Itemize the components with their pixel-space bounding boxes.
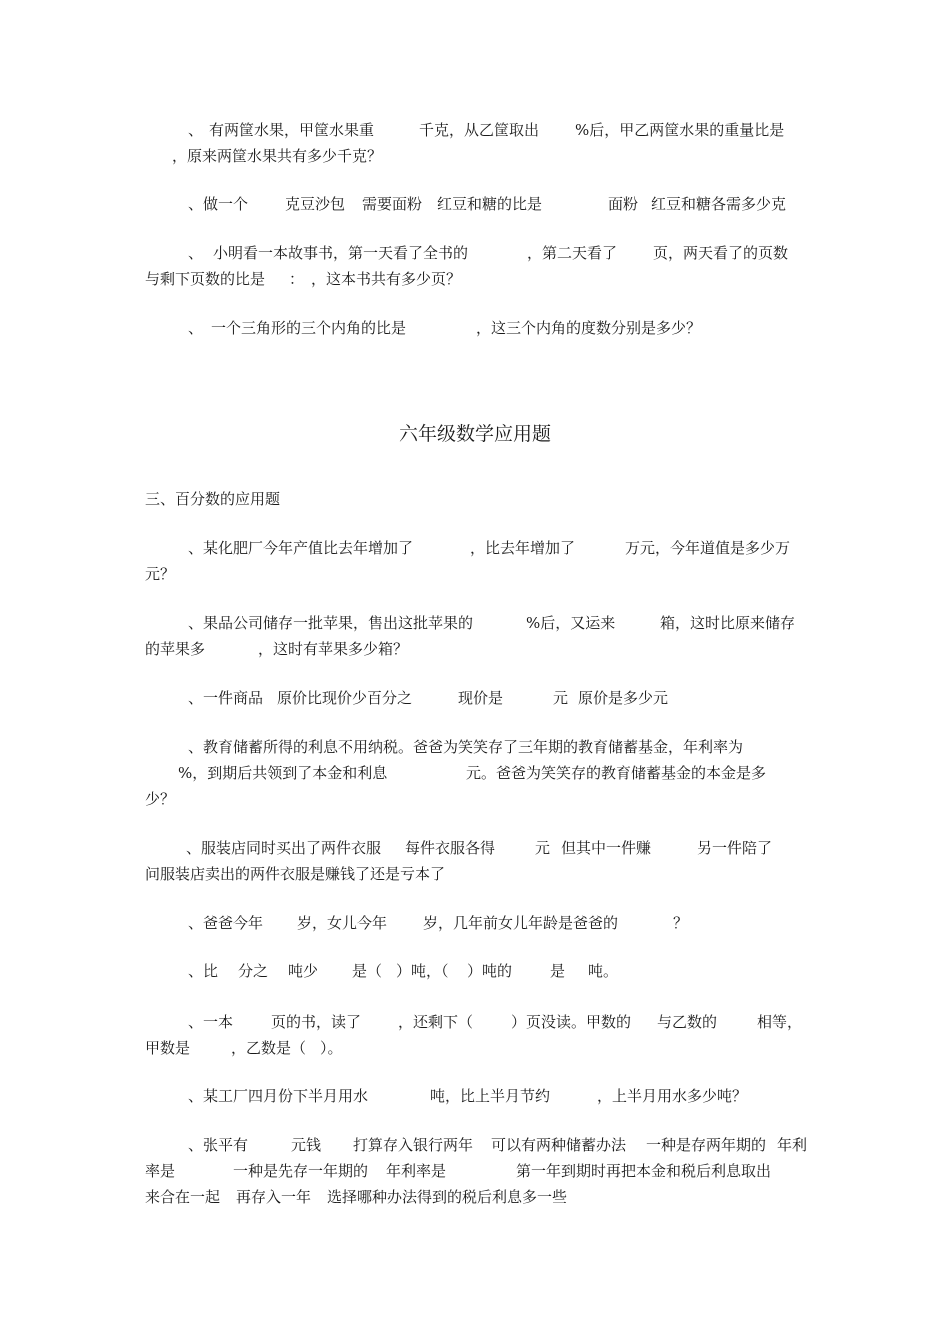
text-segment: ，原来两筐水果共有多少千克？: [172, 147, 383, 165]
problem-line: [0, 1011, 950, 1033]
text-segment: ：: [289, 270, 305, 288]
text-segment: 年利: [777, 1136, 808, 1154]
text-segment: 与乙数的: [657, 1013, 718, 1031]
text-segment: %后，又运来: [526, 614, 616, 632]
text-segment: 红豆和糖各需多少克: [651, 195, 787, 213]
text-segment: 问服装店卖出的两件衣服是赚钱了还是亏本了: [145, 865, 446, 883]
text-segment: 、果品公司储存一批苹果，售出这批苹果的: [188, 614, 474, 632]
text-segment: ）页没读。甲数的: [511, 1013, 632, 1031]
problem-line: [0, 638, 950, 660]
text-segment: 第一年到期时再把本金和税后利息取出: [516, 1162, 772, 1180]
text-segment: 需要面粉: [362, 195, 423, 213]
problem-line: [0, 119, 950, 141]
problem-line: [0, 1160, 950, 1182]
text-segment: %后，甲乙两筐水果的重量比是: [575, 121, 785, 139]
text-segment: 的苹果多: [145, 640, 206, 658]
text-segment: 元？: [145, 565, 176, 583]
text-segment: 元钱: [291, 1136, 322, 1154]
text-segment: ）吨的: [467, 962, 513, 980]
text-segment: ，这时有苹果多少箱？: [258, 640, 409, 658]
text-segment: 是: [550, 962, 566, 980]
text-segment: 可以有两种储蓄办法: [491, 1136, 627, 1154]
text-segment: 一个三角形的三个内角的比是: [211, 319, 407, 337]
text-segment: ，这本书共有多少页？: [311, 270, 462, 288]
text-segment: 原价是多少元: [578, 689, 669, 707]
problem-line: [0, 193, 950, 215]
problem-line: [0, 1134, 950, 1156]
problem-line: [0, 736, 950, 758]
text-segment: 岁，女儿今年: [297, 914, 388, 932]
text-segment: 、教育储蓄所得的利息不用纳税。爸爸为笑笑存了三年期的教育储蓄基金，年利率为: [188, 738, 744, 756]
text-segment: 少？: [145, 790, 176, 808]
text-segment: 、某化肥厂今年产值比去年增加了: [188, 539, 414, 557]
text-segment: ，还剩下（: [398, 1013, 474, 1031]
text-segment: 、一本: [188, 1013, 234, 1031]
text-segment: 、张平有: [188, 1136, 249, 1154]
text-segment: 原价比现价少百分之: [277, 689, 413, 707]
problem-line: [0, 863, 950, 885]
text-segment: 元。爸爸为笑笑存的教育储蓄基金的本金是多: [466, 764, 767, 782]
text-segment: 现价是: [458, 689, 504, 707]
text-segment: 、一件商品: [188, 689, 264, 707]
problem-line: [0, 762, 950, 784]
text-segment: 、做一个: [188, 195, 249, 213]
text-segment: 小明看一本故事书，第一天看了全书的: [213, 244, 469, 262]
text-segment: ，第二天看了: [527, 244, 618, 262]
text-segment: 箱，这时比原来储存: [660, 614, 796, 632]
text-segment: 吨。: [588, 962, 619, 980]
text-segment: 元: [535, 839, 551, 857]
problem-line: [0, 612, 950, 634]
text-segment: 甲数是: [145, 1039, 191, 1057]
problem-line: [0, 145, 950, 167]
section-heading: 三、百分数的应用题: [145, 490, 281, 508]
text-segment: 率是: [145, 1162, 176, 1180]
problem-line: [0, 268, 950, 290]
text-segment: 克豆沙包: [285, 195, 346, 213]
text-segment: ）吨，（: [396, 962, 449, 980]
problem-line: [0, 1186, 950, 1208]
problem-line: [0, 1085, 950, 1107]
problem-line: [0, 242, 950, 264]
problem-line: [0, 912, 950, 934]
text-segment: %，到期后共领到了本金和利息: [178, 764, 388, 782]
text-segment: 千克，从乙筐取出: [419, 121, 540, 139]
text-segment: 、爸爸今年: [188, 914, 264, 932]
text-segment: 分之: [238, 962, 269, 980]
text-segment: ，这三个内角的度数分别是多少？: [476, 319, 702, 337]
text-segment: ？: [673, 914, 689, 932]
text-segment: 一种是存两年期的: [646, 1136, 767, 1154]
text-segment: ）。: [320, 1039, 343, 1057]
text-segment: 岁，几年前女儿年龄是爸爸的: [423, 914, 619, 932]
text-segment: ，乙数是（: [231, 1039, 307, 1057]
text-segment: 有两筐水果，甲筐水果重: [209, 121, 375, 139]
text-segment: 每件衣服各得: [405, 839, 496, 857]
text-segment: 、: [188, 319, 204, 337]
text-segment: 万元，今年道值是多少万: [625, 539, 791, 557]
problem-line: [0, 687, 950, 709]
problem-line: [0, 837, 950, 859]
text-segment: ，上半月用水多少吨？: [597, 1087, 748, 1105]
text-segment: 页的书，读了: [271, 1013, 362, 1031]
text-segment: 吨少: [288, 962, 319, 980]
text-segment: 面粉: [608, 195, 639, 213]
problem-line: [0, 537, 950, 559]
problem-line: [0, 563, 950, 585]
text-segment: 、: [188, 244, 204, 262]
text-segment: 选择哪种办法得到的税后利息多一些: [327, 1188, 568, 1206]
text-segment: 吨，比上半月节约: [430, 1087, 551, 1105]
text-segment: 、服装店同时买出了两件衣服: [186, 839, 382, 857]
text-segment: 打算存入银行两年: [353, 1136, 474, 1154]
problem-line: [0, 960, 950, 982]
text-segment: 页，两天看了的页数: [653, 244, 789, 262]
text-segment: 年利率是: [386, 1162, 447, 1180]
page-title: 六年级数学应用题: [398, 423, 551, 445]
text-segment: 再存入一年: [236, 1188, 312, 1206]
text-segment: 相等，: [757, 1013, 803, 1031]
problem-line: [0, 788, 950, 810]
text-segment: 、某工厂四月份下半月用水: [188, 1087, 369, 1105]
text-segment: 一种是先存一年期的: [233, 1162, 369, 1180]
problem-line: [0, 1037, 950, 1059]
text-segment: 红豆和糖的比是: [437, 195, 543, 213]
text-segment: 、比: [188, 962, 219, 980]
text-segment: 但其中一件赚: [561, 839, 652, 857]
problem-line: [0, 317, 950, 339]
text-segment: 与剩下页数的比是: [145, 270, 266, 288]
text-segment: 元: [553, 689, 569, 707]
text-segment: 来合在一起: [145, 1188, 221, 1206]
text-segment: 另一件陪了: [697, 839, 773, 857]
text-segment: 、: [188, 121, 204, 139]
text-segment: 是（: [352, 962, 383, 980]
text-segment: ，比去年增加了: [470, 539, 576, 557]
